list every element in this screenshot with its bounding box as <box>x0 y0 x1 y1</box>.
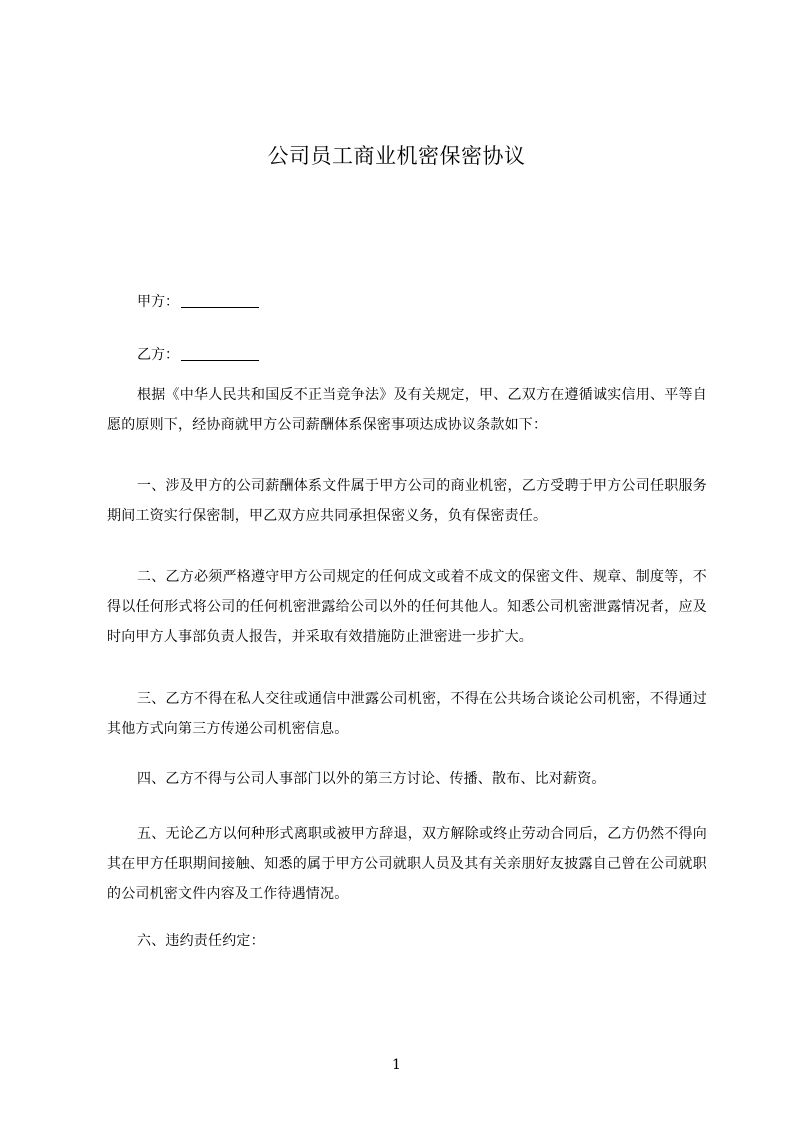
party-a-line <box>137 292 259 312</box>
party-a-label: 甲方： <box>137 294 179 310</box>
page-number: 1 <box>392 1057 401 1073</box>
party-a-blank <box>181 293 259 308</box>
paragraph-clause-4: 四、乙方不得与公司人事部门以外的第三方讨论、传播、散布、比对薪资。 <box>137 771 606 787</box>
paragraph-preamble: 根据《中华人民共和国反不正当竞争法》及有关规定，甲、乙双方在遵循诚实信用、平等自愿的原则下，经协商就甲方公司薪酬体系保密事项达成协议条款如下： <box>107 387 707 433</box>
paragraph-clause-2: 二、乙方必须严格遵守甲方公司规定的任何成文或着不成文的保密文件、规章、制度等，不得以任何形式将公司的任何机密泄露给公司以外的任何其他人。知悉公司机密泄露情况者，应及时向甲方人事部负责人报告，并采取有效措施防止泄密进一步扩大。 <box>107 569 707 645</box>
paragraph-clause-3: 三、乙方不得在私人交往或通信中泄露公司机密，不得在公共场合谈论公司机密，不得通过其他方式向第三方传递公司机密信息。 <box>107 691 707 737</box>
paragraph-clause-1: 一、涉及甲方的公司薪酬体系文件属于甲方公司的商业机密，乙方受聘于甲方公司任职服务期间工资实行保密制，甲乙双方应共同承担保密义务，负有保密责任。 <box>107 478 707 524</box>
document-title: 公司员工商业机密保密协议 <box>267 144 526 168</box>
paragraph-clause-6: 六、违约责任约定： <box>137 933 265 949</box>
party-b-line <box>137 345 259 365</box>
paragraph-clause-5: 五、无论乙方以何种形式离职或被甲方辞退，双方解除或终止劳动合同后，乙方仍然不得向其在甲方任职期间接触、知悉的属于甲方公司就职人员及其有关亲朋好友披露自己曾在公司就职的公司机密文件内容及工作待遇情况。 <box>107 826 707 902</box>
party-b-blank <box>181 346 259 361</box>
party-b-label: 乙方： <box>137 347 179 363</box>
